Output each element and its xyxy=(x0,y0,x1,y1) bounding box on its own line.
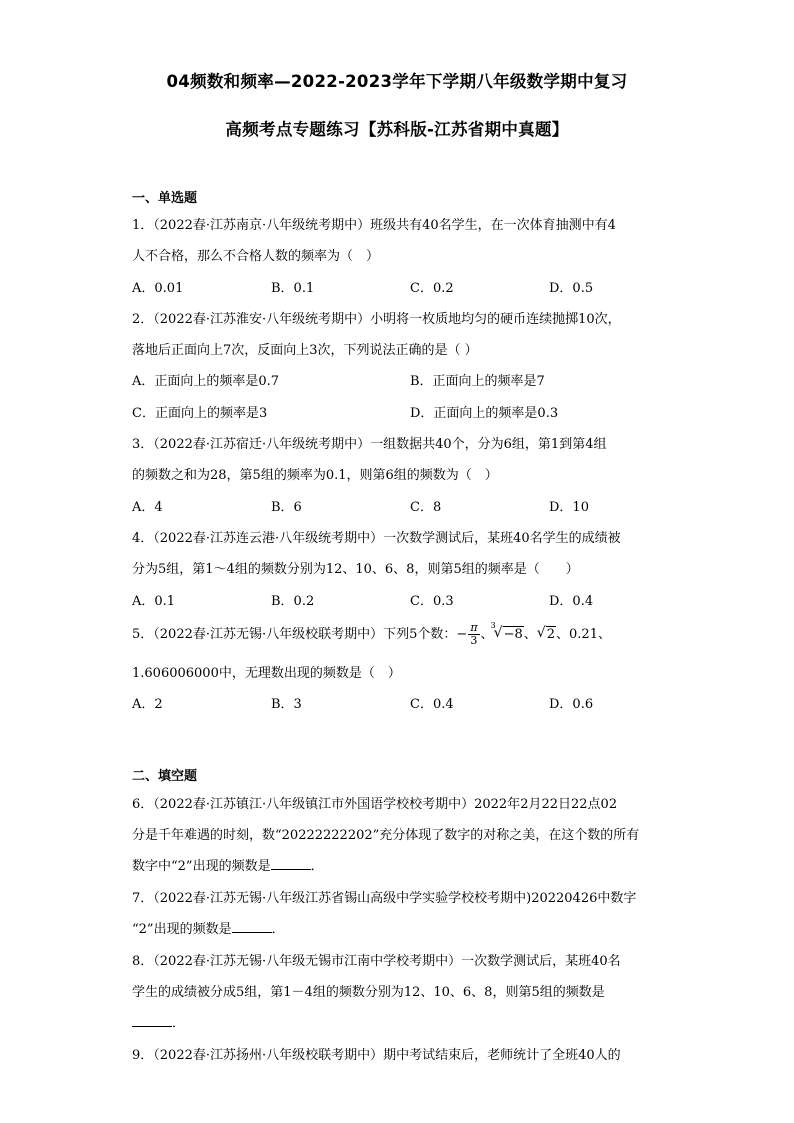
question-3-line1: 3．（2022春·江苏宿迁·八年级统考期中）一组数据共40个，分为6组，第1到第4组 xyxy=(132,437,607,452)
question-9-line1: 9．（2022春·江苏扬州·八年级校联考期中）期中考试结束后，老师统计了全班40人的 xyxy=(132,1048,621,1063)
question-2-option-b: B．正面向上的频率是7 xyxy=(410,374,545,389)
question-3-option-c: C．8 xyxy=(410,500,442,515)
question-5-line1: 5．（2022春·江苏无锡·八年级校联考期中）下列5个数：− $\frac{\pi}{3}$ 、 3 √ −8、 √ 2、0.21、 xyxy=(132,621,611,647)
cube-root-body: −8 xyxy=(503,627,523,642)
question-6-line1: 6．（2022春·江苏镇江·八年级镇江市外国语学校校考期中）2022年2月22日22点02 xyxy=(132,797,618,812)
question-1-line2: 人不合格，那么不合格人数的频率为（ ） xyxy=(132,249,380,264)
question-5-option-b: B．3 xyxy=(271,697,302,712)
question-8-line2: 学生的成绩被分成5组，第1－4组的频数分别为12、10、6、8，则第5组的频数是 xyxy=(132,985,605,1000)
answer-blank[interactable] xyxy=(271,857,311,870)
section-heading-fill-blank: 二、填空题 xyxy=(132,769,198,784)
question-4-line1: 4．（2022春·江苏连云港·八年级统考期中）一次数学测试后，某班40名学生的成绩被 xyxy=(132,531,621,546)
square-root xyxy=(537,627,556,642)
question-6-line2: 分是千年难遇的时刻，数“20222222202”充分体现了数字的对称之美，在这个数的所有 xyxy=(132,828,640,843)
fraction-numerator: π xyxy=(470,621,478,634)
question-7-period: ． xyxy=(271,922,285,937)
question-2-line1: 2．（2022春·江苏淮安·八年级统考期中）小明将一枚质地均匀的硬币连续抛掷10次， xyxy=(132,312,621,327)
question-3-option-a: A．4 xyxy=(132,500,163,515)
question-5-prefix: 5．（2022春·江苏无锡·八年级校联考期中）下列5个数： xyxy=(132,627,457,642)
question-5-option-c: C．0.4 xyxy=(410,697,454,712)
question-2-line2: 落地后正面向上7次，反面向上3次，下列说法正确的是（ ） xyxy=(132,343,478,358)
question-2-option-a: A．正面向上的频率是0.7 xyxy=(132,374,280,389)
fraction-pi-over-3 xyxy=(468,622,479,647)
question-1-option-b: B．0.1 xyxy=(271,281,315,296)
page-title-line1: 04频数和频率—2022-2023学年下学期八年级数学期中复习 xyxy=(166,72,628,91)
question-1-option-a: A．0.01 xyxy=(132,281,184,296)
section-heading-single-choice: 一、单选题 xyxy=(132,191,198,206)
question-4-option-d: D．0.4 xyxy=(549,594,594,609)
question-4-option-c: C．0.3 xyxy=(410,594,454,609)
question-7-line1: 7．（2022春·江苏无锡·八年级江苏省锡山高级中学实验学校校考期中)20220426中数字 xyxy=(132,891,637,906)
question-7-line2 xyxy=(132,918,285,937)
question-4-line2: 分为5组，第1～4组的频数分别为12、10、6、8，则第5组的频率是（ ） xyxy=(132,562,579,577)
question-4-option-a: A．0.1 xyxy=(132,594,176,609)
question-1-option-c: C．0.2 xyxy=(410,281,454,296)
question-2-option-d: D．正面向上的频率是0.3 xyxy=(410,406,559,421)
page-title-line2: 高频考点专题练习【苏科版-江苏省期中真题】 xyxy=(225,120,569,139)
question-4-option-b: B．0.2 xyxy=(271,594,315,609)
fraction-denominator: 3 xyxy=(470,634,478,647)
question-6-period: ． xyxy=(310,859,324,874)
question-3-option-b: B．6 xyxy=(271,500,302,515)
question-5-line2: 1.606006000中，无理数出现的频数是（ ） xyxy=(132,666,401,681)
question-5-option-a: A．2 xyxy=(132,697,163,712)
question-7-line2-text: “2”出现的频数是 xyxy=(132,922,232,937)
question-3-option-d: D．10 xyxy=(549,500,589,515)
answer-blank[interactable] xyxy=(232,920,272,933)
minus-sign: − xyxy=(456,627,468,642)
answer-blank[interactable] xyxy=(132,1014,172,1027)
question-8-line1: 8．（2022春·江苏无锡·八年级无锡市江南中学校考期中）一次数学测试后，某班40名 xyxy=(132,954,621,969)
question-5-option-d: D．0.6 xyxy=(549,697,594,712)
question-1-line1: 1．（2022春·江苏南京·八年级统考期中）班级共有40名学生，在一次体育抽测中有4 xyxy=(132,218,616,233)
square-root-body: 2 xyxy=(546,627,556,642)
question-3-line2: 的频数之和为28，第5组的频率为0.1，则第6组的频数为（ ） xyxy=(132,468,498,483)
radical-sign-icon: √ xyxy=(536,625,546,641)
question-2-option-c: C．正面向上的频率是3 xyxy=(132,406,268,421)
cube-root xyxy=(490,621,524,642)
question-6-line3 xyxy=(132,855,324,874)
question-6-line3-text: 数字中“2”出现的频数是 xyxy=(132,859,271,874)
question-8-period: ． xyxy=(172,1016,186,1031)
question-1-option-d: D．0.5 xyxy=(549,281,594,296)
question-8-line3 xyxy=(132,1012,185,1031)
question-5-tail: 、0.21、 xyxy=(556,627,611,642)
radical-sign-icon: √ xyxy=(493,625,503,641)
cube-root-index: 3 xyxy=(490,621,496,630)
